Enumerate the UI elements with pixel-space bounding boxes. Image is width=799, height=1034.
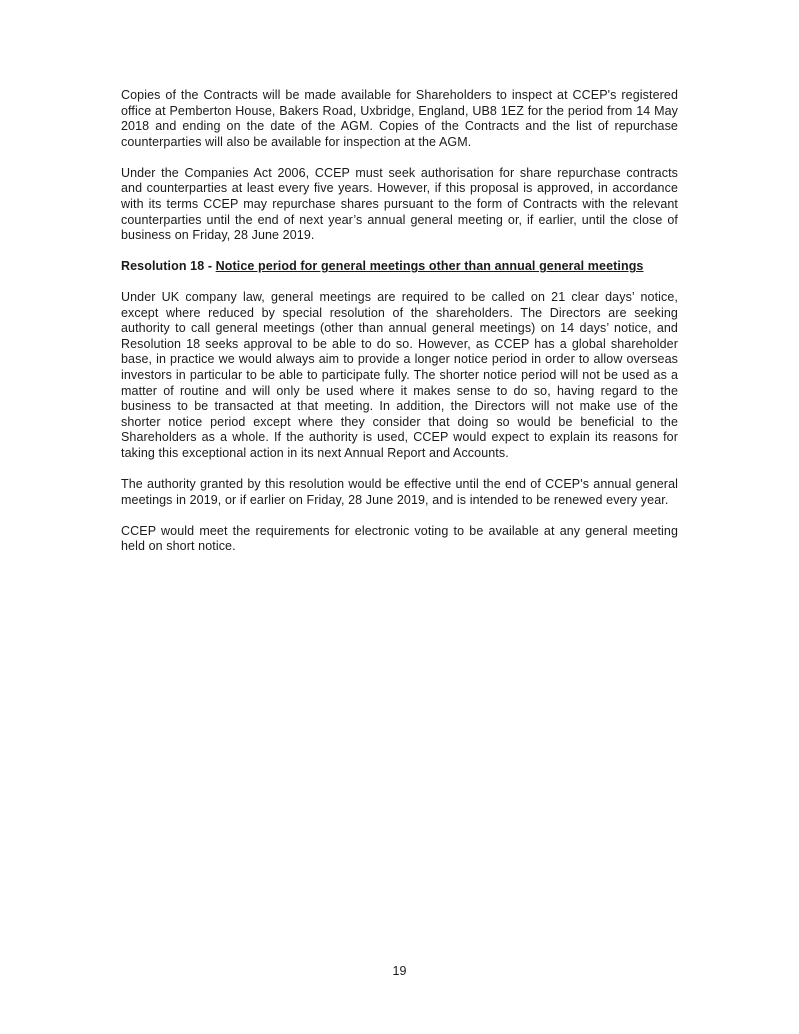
resolution-18-heading-title: Notice period for general meetings other than annual general meetings: [215, 259, 644, 274]
resolution-18-heading: [121, 259, 678, 275]
document-body: [121, 88, 678, 555]
page-number: 19: [392, 964, 407, 978]
paragraph-electronic-voting: CCEP would meet the requirements for electronic voting to be available at any general meeting held on short notice.: [121, 523, 678, 554]
paragraph-contracts-inspection: Copies of the Contracts will be made available for Shareholders to inspect at CCEP's registered office at Pemberton House, Bakers Road, Uxbridge, England, UB8 1EZ for the period from 14 May 2018 and ending on the date of the AGM. Copies of the Contracts and the list of repurchase counterparties will also be available for inspection at the AGM.: [121, 88, 678, 149]
paragraph-authority-duration: The authority granted by this resolution would be effective until the end of CCEP's annual general meetings in 2019, or if earlier on Friday, 28 June 2019, and is intended to be renewed every year.: [121, 477, 678, 507]
resolution-18-heading-prefix: Resolution 18 -: [121, 259, 216, 274]
paragraph-companies-act-authorisation: Under the Companies Act 2006, CCEP must seek authorisation for share repurchase contracts and counterparties at least every five years. However, if this proposal is approved, in accordance with its terms CCEP may repurchase shares pursuant to the form of Contracts with the relevant counterparties until the end of next year’s annual general meeting or, if earlier, until the close of business on Friday, 28 June 2019.: [121, 165, 678, 243]
paragraph-notice-period-explanation: Under UK company law, general meetings are required to be called on 21 clear days’ notice, except where reduced by special resolution of the shareholders. The Directors are seeking authority to call general meetings (other than annual general meetings) on 14 days’ notice, and Resolution 18 seeks approval to be able to do so. However, as CCEP has a global shareholder base, in practice we would always aim to provide a longer notice period in order to allow overseas investors in particular to be able to participate fully. The shorter notice period will not be used as a matter of routine and will only be used where it makes sense to do so, having regard to the business to be transacted at that meeting. In addition, the Directors will not make use of the shorter notice period except where they consider that doing so would be beneficial to the Shareholders as a whole. If the authority is used, CCEP would expect to explain its reasons for taking this exceptional action in its next Annual Report and Accounts.: [121, 290, 678, 461]
